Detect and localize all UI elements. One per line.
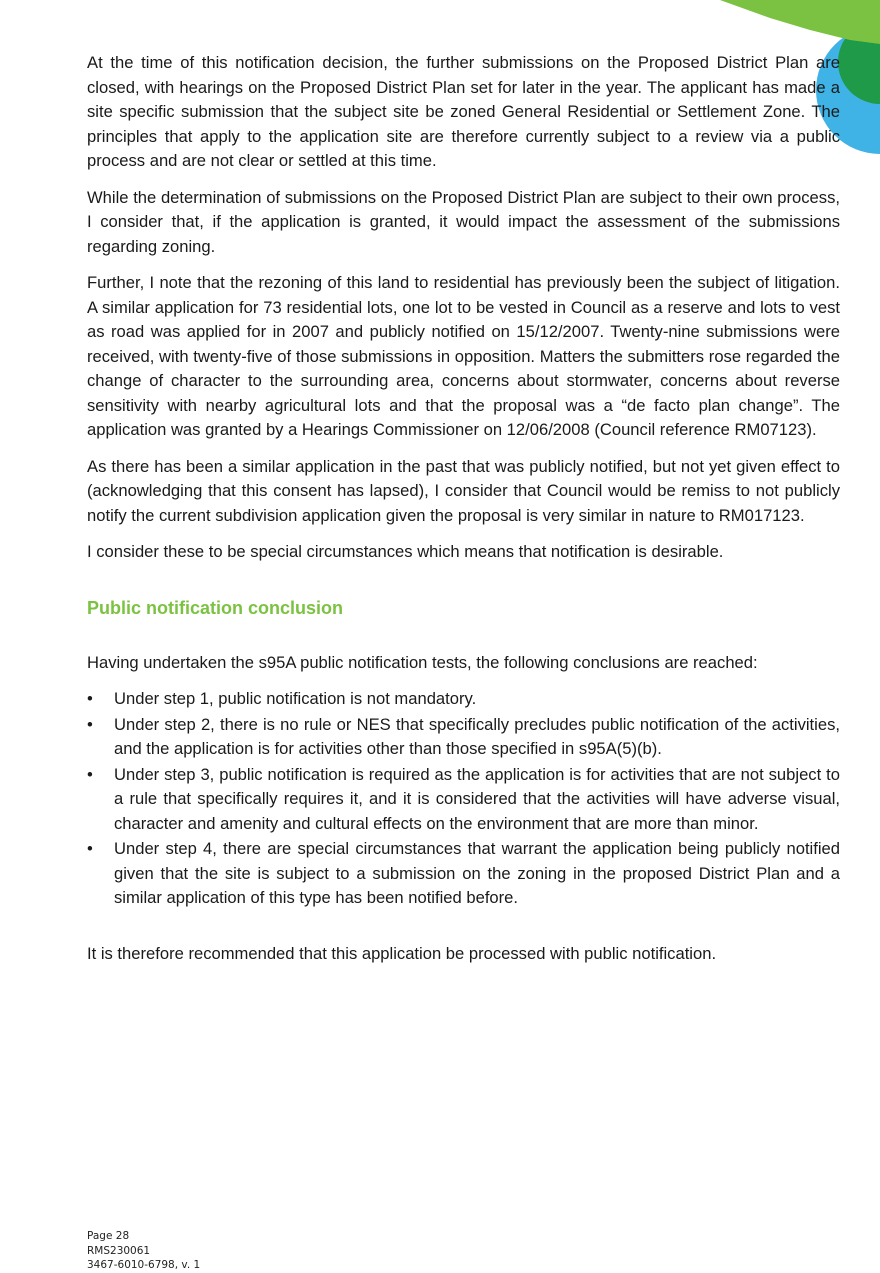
- section-heading: Public notification conclusion: [87, 597, 344, 618]
- bullet-icon: •: [87, 689, 93, 708]
- bullet-icon: •: [87, 839, 93, 858]
- paragraph: Further, I note that the rezoning of this land to residential has previously been the subject of litigation. A similar application for 73 residential lots, one lot to be vested in Council as a reserve and lots to vest as road was applied for in 2007 and publicly notified on 15/12/2007. Twenty-nine submissions were received, with twenty-five of those submissions in opposition. Matters the submitters rose regarded the change of character to the surrounding area, concerns about stormwater, concerns about reverse sensitivity with nearby agricultural lots and that the proposal was a “de facto plan change”. The application was granted by a Hearings Commissioner on 12/06/2008 (Council reference RM07123).: [87, 273, 840, 439]
- list-item: [87, 687, 840, 712]
- list-item-text: Under step 2, there is no rule or NES that specifically precludes public notification of the activities, and the application is for activities other than those specified in s95A(5)(b).: [114, 714, 840, 758]
- list-item: [87, 837, 840, 911]
- document-body: [87, 51, 840, 978]
- document-id: 3467-6010-6798, v. 1: [87, 1259, 201, 1271]
- list-item-text: Under step 3, public notification is required as the application is for activities that are not subject to a rule that specifically requires it, and it is considered that the activities will have adverse visual, character and amenity and cultural effects on the environment that are more than minor.: [114, 764, 840, 833]
- section-intro: Having undertaken the s95A public notification tests, the following conclusions are reached:: [87, 652, 758, 672]
- paragraph: While the determination of submissions on the Proposed District Plan are subject to their own process, I consider that, if the application is granted, it would impact the assessment of the submissions regarding zoning.: [87, 187, 840, 256]
- list-item: [87, 763, 840, 837]
- bullet-icon: •: [87, 764, 93, 784]
- paragraph: At the time of this notification decision, the further submissions on the Proposed District Plan are closed, with hearings on the Proposed District Plan set for later in the year. The applicant has made a site specific submission that the subject site be zoned General Residential or Settlement Zone. The principles that apply to the application site are therefore currently subject to a review via a public process and are not clear or settled at this time.: [87, 53, 840, 170]
- list-item-text: Under step 1, public notification is not mandatory.: [114, 689, 477, 708]
- deco-green-swoosh: [720, 0, 880, 44]
- page-number: Page 28: [87, 1230, 130, 1242]
- document-reference: RMS230061: [87, 1244, 151, 1257]
- list-item-text: Under step 4, there are special circumstances that warrant the application being publicly notified given that the site is subject to a submission on the zoning in the proposed District Plan and a similar application of this type has been notified before.: [114, 839, 840, 907]
- conclusion-list: [87, 687, 840, 911]
- list-item: [87, 713, 840, 762]
- bullet-icon: •: [87, 714, 93, 734]
- page-footer: [87, 1229, 200, 1273]
- conclusion-paragraph: It is therefore recommended that this application be processed with public notification.: [87, 943, 717, 963]
- paragraph: As there has been a similar application in the past that was publicly notified, but not yet given effect to (acknowledging that this consent has lapsed), I consider that Council would be remiss to not publicly notify the current subdivision application given the proposal is very similar in nature to RM017123.: [87, 456, 840, 525]
- paragraph: I consider these to be special circumstances which means that notification is desirable.: [87, 542, 724, 561]
